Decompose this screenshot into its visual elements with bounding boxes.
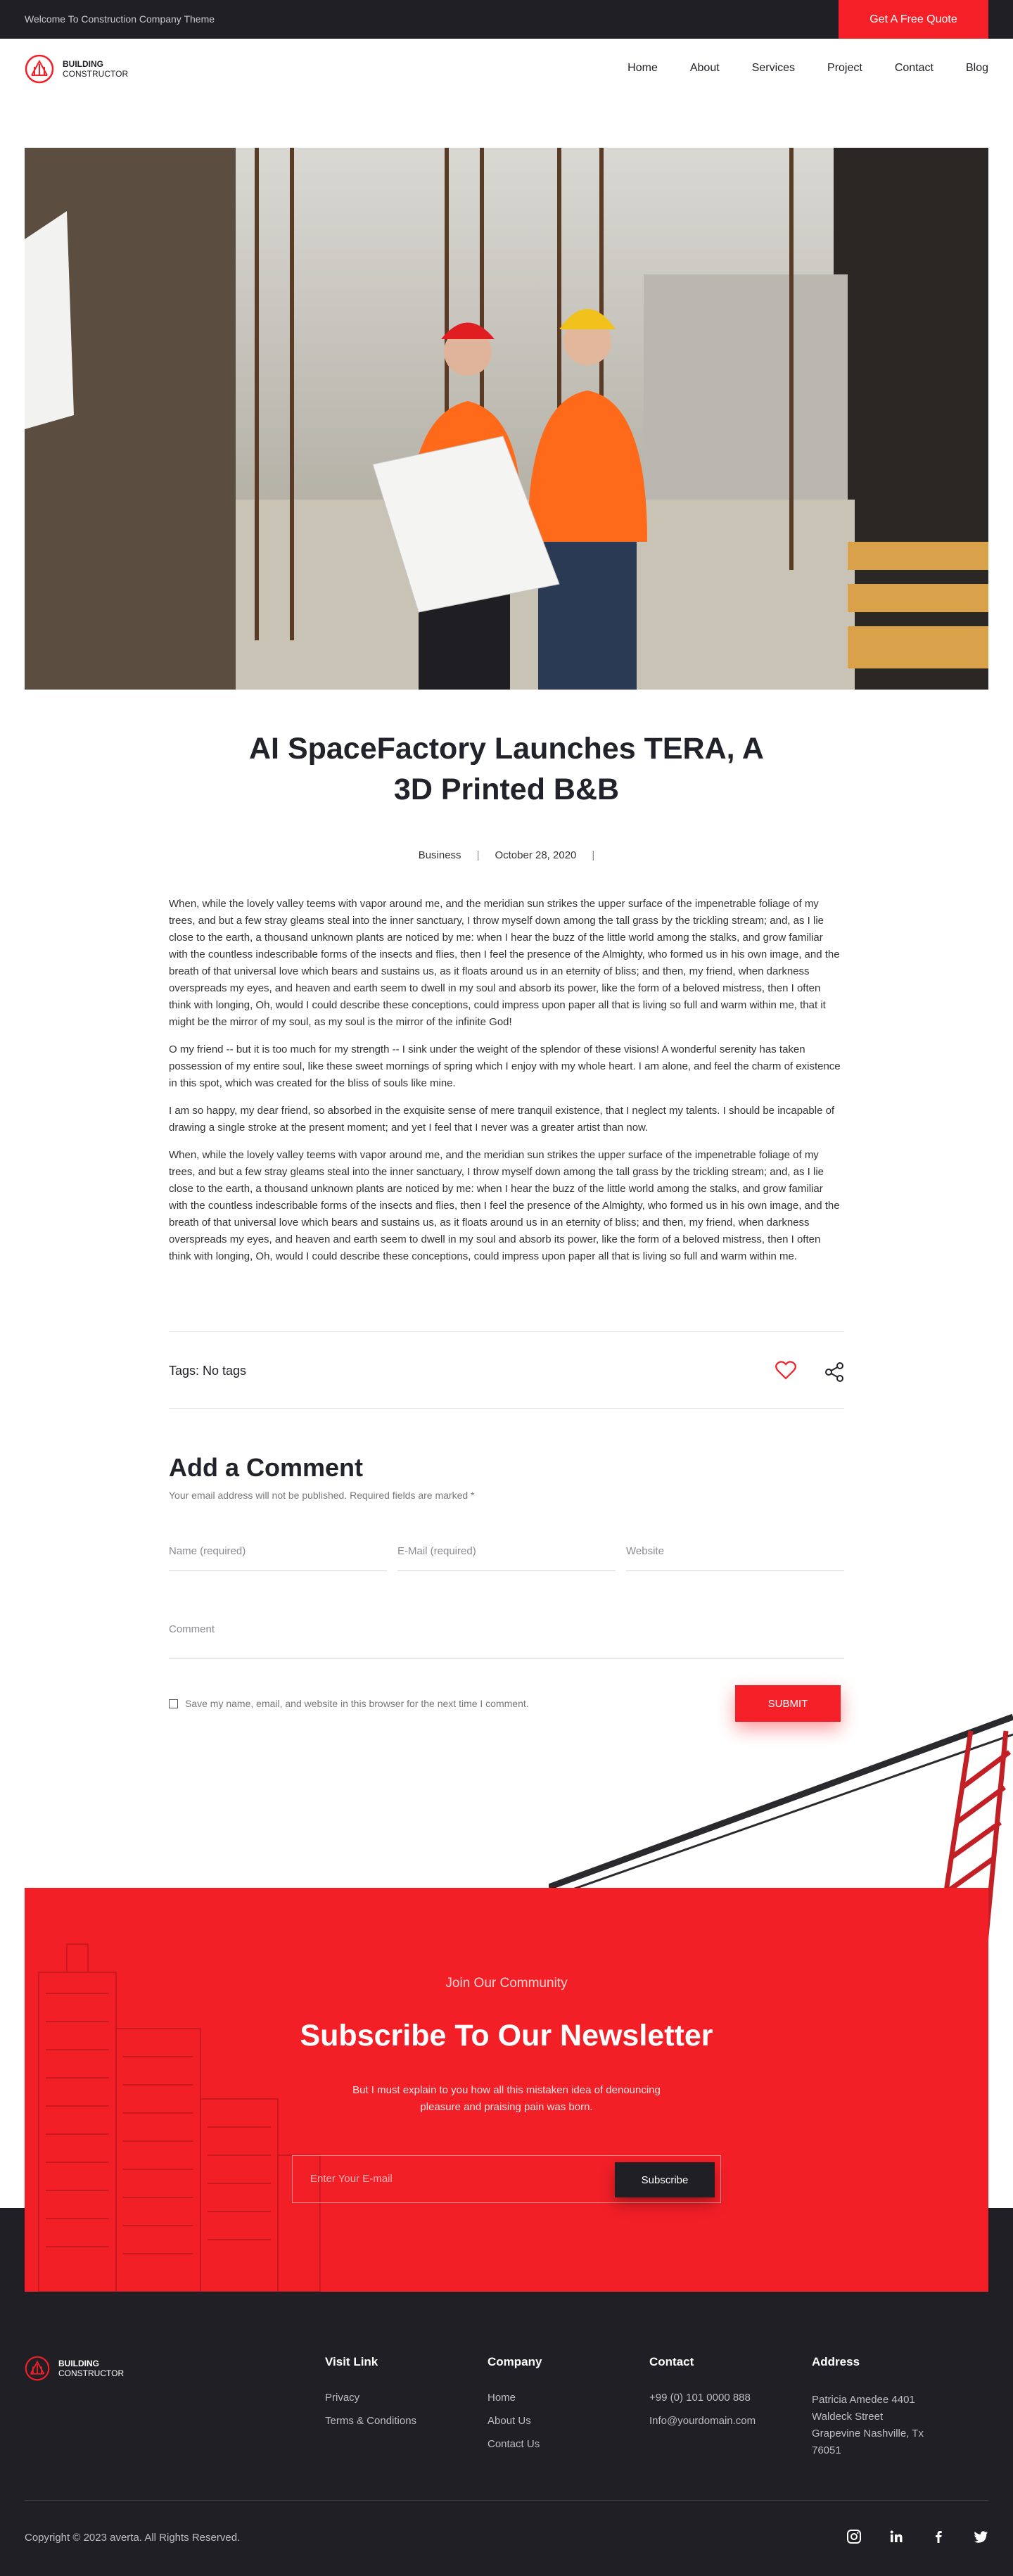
nav-about[interactable]: About [689, 62, 720, 74]
twitter-icon[interactable] [973, 2529, 988, 2544]
logo-line-2: CONSTRUCTOR [63, 69, 129, 79]
nav-contact[interactable]: Contact [894, 62, 934, 74]
nav-project[interactable]: Project [827, 62, 862, 74]
footer-link-privacy[interactable]: Privacy [325, 2392, 360, 2404]
name-field[interactable]: Name (required) [169, 1543, 387, 1571]
post-paragraph: O my friend -- but it is too much for my strength -- I sink under the weight of the splendor of these visions! A wonderful serenity has taken possession of my entire soul, like these sweet mornings of spring which I enjoy with my whole heart. I am alone, and feel the charm of existence in this spot, which was created for the bliss of souls like mine. [169, 1043, 841, 1089]
instagram-icon[interactable] [846, 2529, 862, 2544]
facebook-icon[interactable] [931, 2529, 946, 2544]
nav-home[interactable]: Home [627, 62, 658, 74]
footer-link-home[interactable]: Home [488, 2392, 516, 2404]
footer-heading: Contact [649, 2355, 694, 2368]
address-text: Patricia Amedee 4401 Waldeck Street Grapevine Nashville, Tx 76051 [812, 2394, 924, 2456]
newsletter-kicker: Join Our Community [445, 1976, 568, 1991]
site-logo[interactable] [25, 54, 128, 84]
post-tags: Tags: No tags [169, 1364, 247, 1378]
meta-separator: | [592, 849, 595, 861]
comment-note: Your email address will not be published. Required fields are marked * [169, 1490, 475, 1501]
post-category[interactable]: Business [418, 849, 461, 861]
subscribe-email-input[interactable]: Enter Your E-mail [310, 2173, 393, 2185]
footer-link-terms[interactable]: Terms & Conditions [325, 2415, 417, 2427]
footer-phone[interactable]: +99 (0) 101 0000 888 [649, 2392, 751, 2404]
post-meta [0, 849, 1013, 861]
top-bar [0, 0, 1013, 39]
construction-workers-image [25, 148, 988, 690]
footer-logo[interactable] [25, 2356, 124, 2381]
save-info-label: Save my name, email, and website in this browser for the next time I comment. [185, 1698, 529, 1709]
logo-icon [25, 2356, 50, 2381]
newsletter-description: But I must explain to you how all this mistaken idea of denouncing pleasure and praising pain was born. [352, 2084, 661, 2113]
post-paragraph: When, while the lovely valley teems with vapor around me, and the meridian sun strikes the upper surface of the impenetrable foliage of my trees, and but a few stray gleams steal into the inner sanctuary, I throw myself down among the tall grass by the trickling stream; and, as I lie close to the earth, a thousand unknown plants are noticed by me: when I hear the buzz of the little world among the stalks, and grow familiar with the countless indescribable forms of the insects and flies, then I feel the presence of the Almighty, who formed us in his own image, and the breath of that universal love which bears and sustains us, as it floats around us in an eternity of bliss; and then, my friend, when darkness overspreads my eyes, and heaven and earth seem to dwell in my soul and absorb its power, like the form of a beloved mistress, then I often think with longing, Oh, would I could describe these conceptions, could impress upon paper all that is living so full and warm within me, that it might be the mirror of my soul, as my soul is the mirror of the infinite God! [169, 898, 840, 1028]
email-field[interactable]: E-Mail (required) [397, 1543, 616, 1571]
post-paragraph: When, while the lovely valley teems with vapor around me, and the meridian sun strikes the upper surface of the impenetrable foliage of my trees, and but a few stray gleams steal into the inner sanctuary, I throw myself down among the tall grass by the trickling stream; and, as I lie close to the earth, a thousand unknown plants are noticed by me: when I hear the buzz of the little world among the stalks, and grow familiar with the countless indescribable forms of the insects and flies, then I feel the presence of the Almighty, who formed us in his own image, and the breath of that universal love which bears and sustains us, as it floats around us in an eternity of bliss; and then, my friend, when darkness overspreads my eyes, and heaven and earth seem to dwell in my soul and absorb its power, like the form of a beloved mistress, then I often think with longing, Oh, would I could describe these conceptions, could impress upon paper all that is living so full and warm within me. [169, 1149, 840, 1262]
footer-logo-line-1: BUILDING [58, 2359, 99, 2368]
footer-divider [25, 2500, 988, 2501]
footer-link-contact[interactable]: Contact Us [488, 2438, 540, 2450]
nav-services[interactable]: Services [751, 62, 796, 74]
social-links [846, 2529, 988, 2544]
post-featured-image [25, 148, 988, 690]
post-date: October 28, 2020 [495, 849, 577, 861]
comment-textarea[interactable]: Comment [169, 1623, 844, 1658]
post-title: AI SpaceFactory Launches TERA, A 3D Printed B&B [249, 732, 764, 806]
footer-heading: Address [812, 2355, 860, 2368]
free-quote-button[interactable]: Get A Free Quote [839, 0, 988, 39]
nav-blog[interactable]: Blog [965, 62, 988, 74]
share-icon[interactable] [824, 1362, 844, 1383]
buildings-illustration [25, 1888, 327, 2292]
comment-fields [169, 1543, 844, 1571]
post-paragraph: I am so happy, my dear friend, so absorbed in the exquisite sense of mere tranquil existence, that I neglect my talents. I should be incapable of drawing a single stroke at the present moment; and yet I feel that I never was a greater artist than now. [169, 1105, 835, 1134]
footer-link-about[interactable]: About Us [488, 2415, 531, 2427]
meta-separator: | [476, 849, 480, 861]
footer-visit-links [325, 2355, 416, 2438]
footer-address [812, 2355, 924, 2459]
comment-heading: Add a Comment [169, 1453, 364, 1482]
checkbox-icon[interactable] [169, 1699, 178, 1708]
footer-contact [649, 2355, 756, 2438]
heart-icon[interactable] [775, 1360, 796, 1380]
newsletter-heading: Subscribe To Our Newsletter [300, 2019, 713, 2052]
subscribe-button[interactable]: Subscribe [615, 2162, 715, 2197]
main-nav [627, 62, 988, 75]
subscribe-form [292, 2155, 721, 2203]
footer-email[interactable]: Info@yourdomain.com [649, 2415, 756, 2427]
newsletter-section [25, 1888, 988, 2292]
comment-form [169, 1453, 844, 1710]
logo-icon [25, 54, 54, 84]
footer-company-links [488, 2355, 542, 2461]
linkedin-icon[interactable] [888, 2529, 904, 2544]
post-body [169, 896, 844, 1276]
post-tags-bar [169, 1331, 844, 1409]
submit-comment-button[interactable]: SUBMIT [735, 1685, 841, 1722]
copyright: Copyright © 2023 averta. All Rights Reserved. [25, 2532, 241, 2544]
website-field[interactable]: Website [626, 1543, 844, 1571]
logo-line-1: BUILDING [63, 59, 103, 69]
footer-heading: Company [488, 2355, 542, 2368]
save-info-checkbox[interactable] [169, 1698, 529, 1709]
welcome-text: Welcome To Construction Company Theme [25, 13, 215, 25]
footer-logo-line-2: CONSTRUCTOR [58, 2368, 125, 2378]
footer-heading: Visit Link [325, 2355, 378, 2368]
site-header [0, 39, 1013, 102]
